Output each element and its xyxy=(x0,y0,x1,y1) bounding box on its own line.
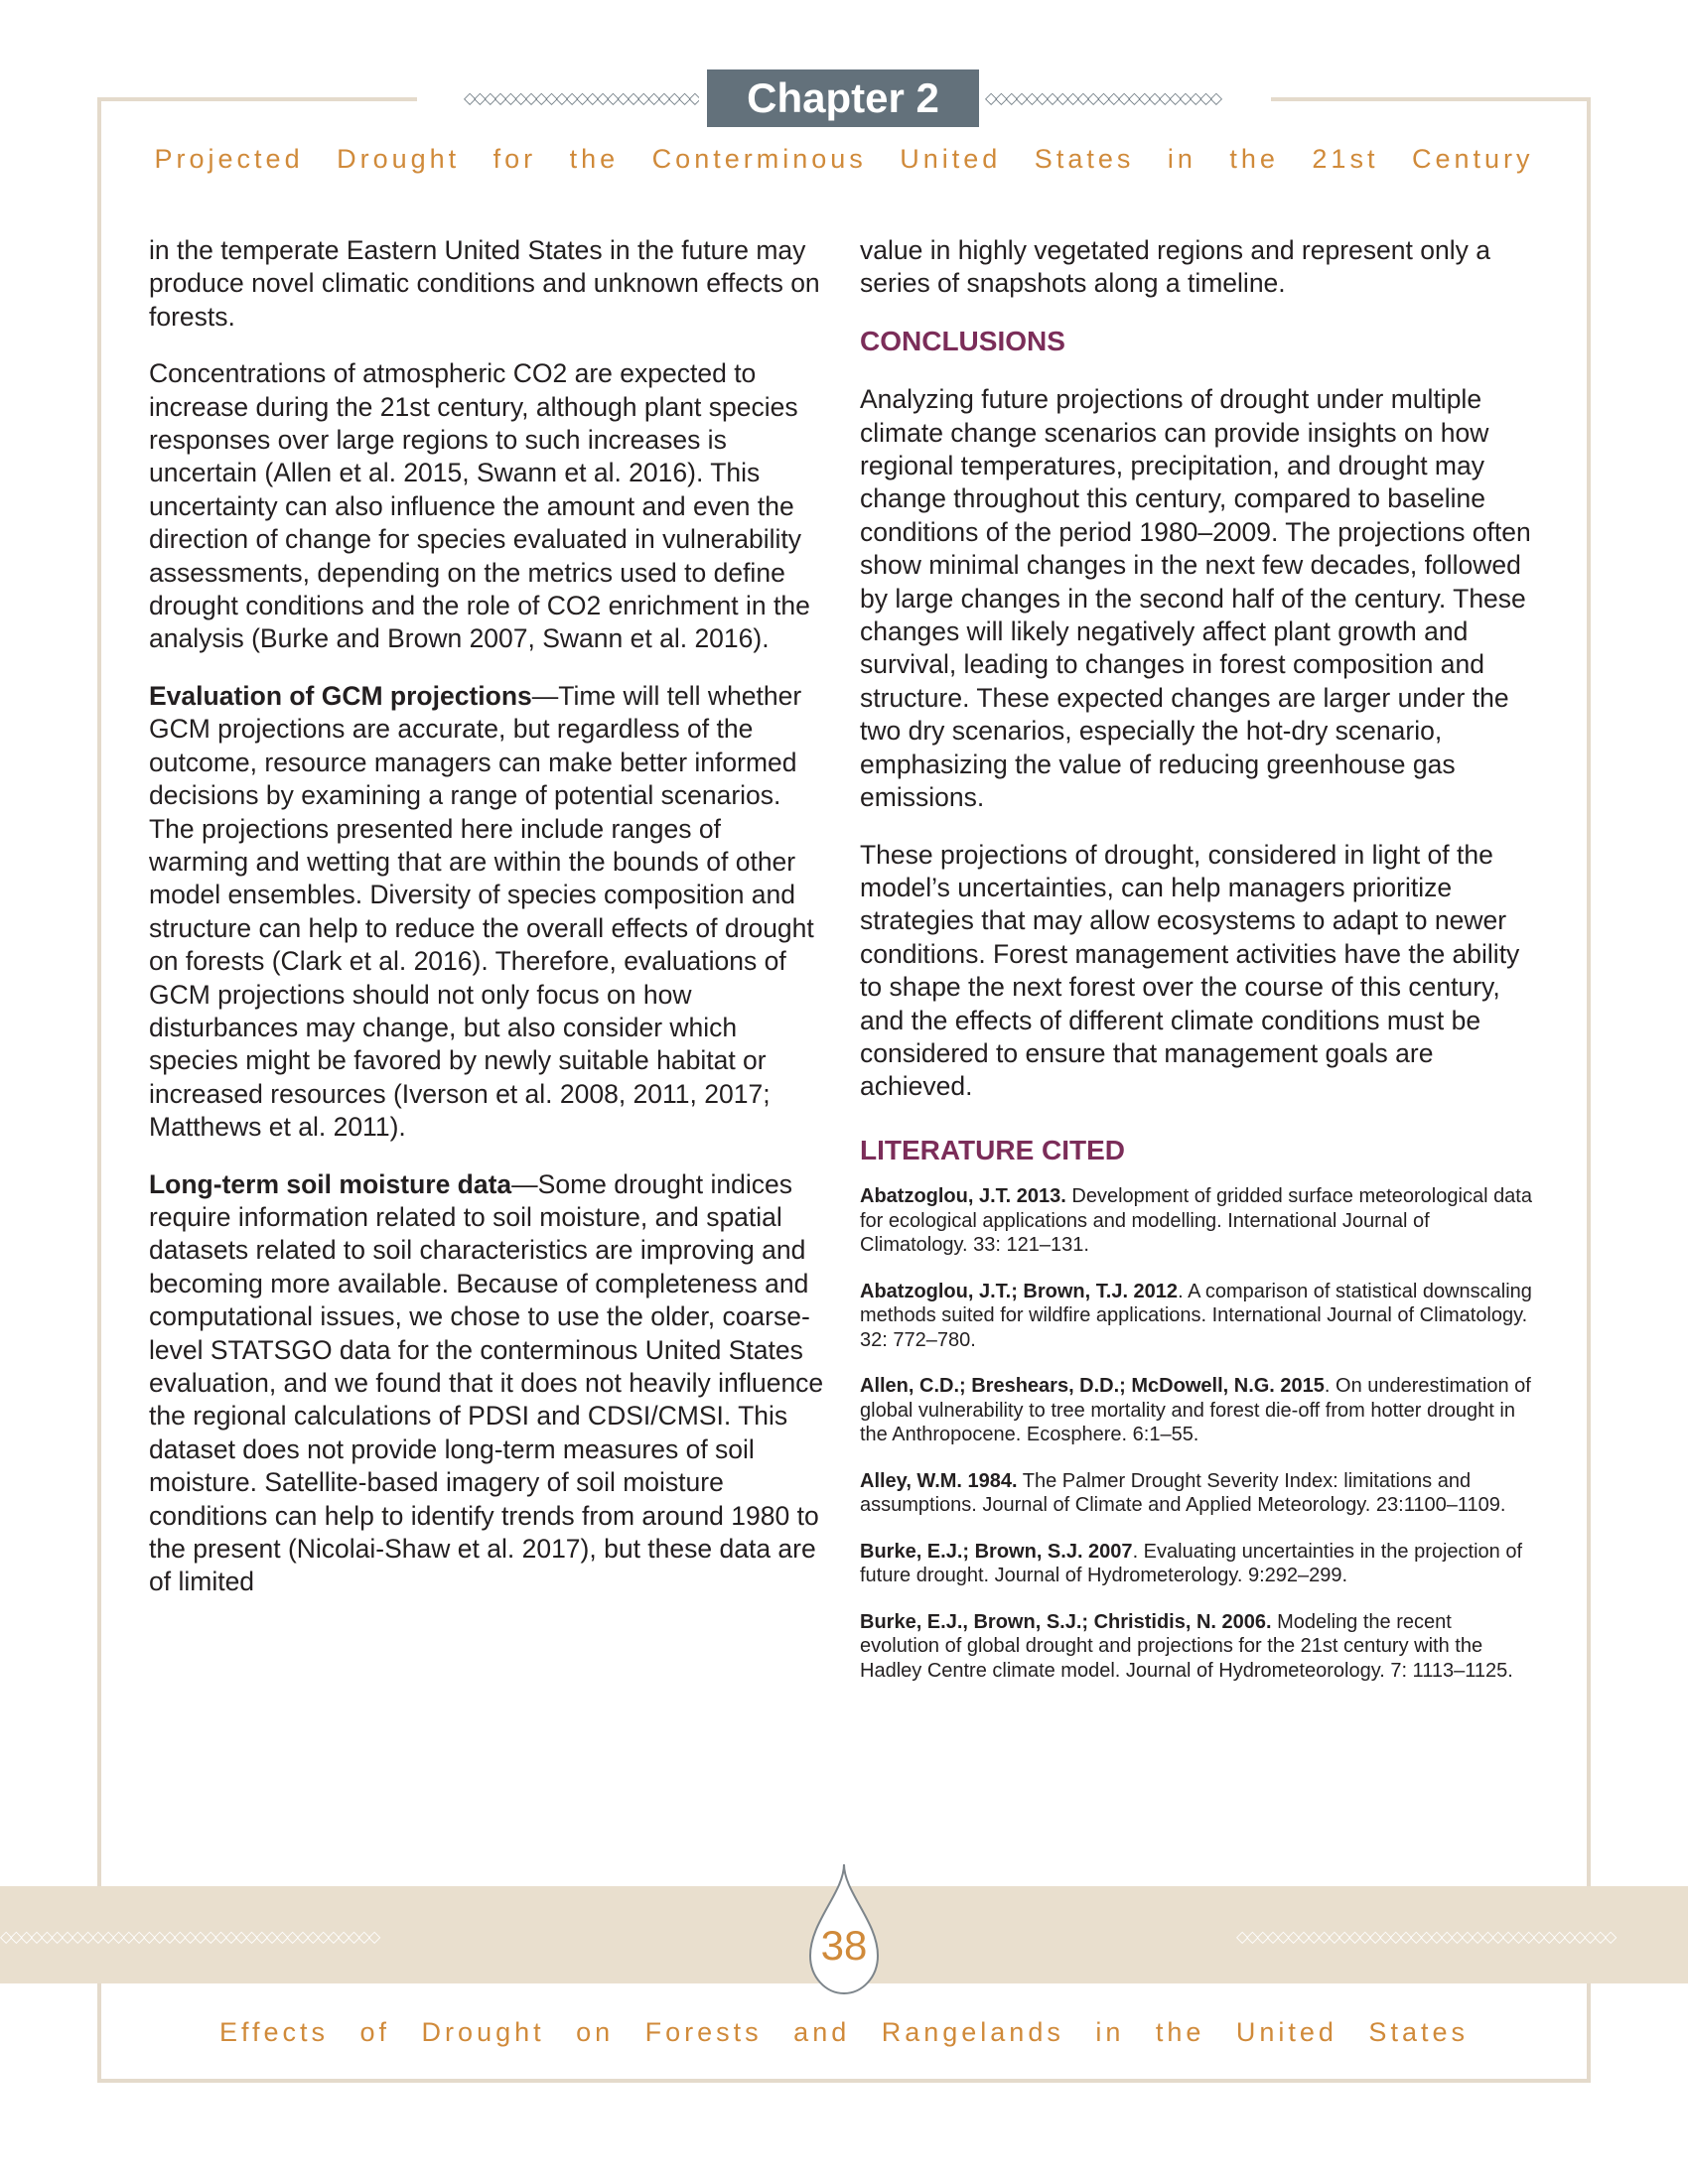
paragraph-lead: Long-term soil moisture data xyxy=(149,1168,512,1199)
literature-heading: LITERATURE CITED xyxy=(860,1134,1126,1165)
reference-text: . Evaluating uncertainties in the projection of future drought. Journal of Hydrometerology. 9:292–299. xyxy=(860,1540,1523,1587)
paragraph: These projections of drought, considered in light of the model’s uncertainties, can help managers prioritize strategies that may allow ecosystems to adapt to newer conditions. Forest management activities have the ability to shape the next forest over the course of this century, and the effects of different climate conditions must be considered to ensure that management goals are achieved. xyxy=(860,839,1520,1102)
reference-authors: Allen, C.D.; Breshears, D.D.; McDowell, N.G. 2015 xyxy=(860,1375,1325,1398)
reference-authors: Abatzoglou, J.T. 2013. xyxy=(860,1185,1066,1208)
reference-item xyxy=(860,1184,1535,1258)
paragraph: Analyzing future projections of drought under multiple climate change scenarios can provide insights on how regional temperatures, precipitation, and drought may change throughout this century, compared to baseline conditions of the period 1980–2009. The projections often show minimal changes in the next few decades, followed by large changes in the second half of the century. These changes will likely negatively affect plant growth and survival, leading to changes in forest composition and structure. These expected changes are larger under the two dry scenarios, especially the hot-dry scenario, emphasizing the value of reducing greenhouse gas emissions. xyxy=(860,384,1531,813)
reference-item xyxy=(860,1610,1535,1684)
paragraph: value in highly vegetated regions and represent only a series of snapshots along a timeline. xyxy=(860,235,1490,299)
paragraph xyxy=(149,680,824,1145)
reference-text: Modeling the recent evolution of global drought and projections for the 21st century with the Hadley Centre climate model. Journal of Hydrometeorology. 7: 1113–1125. xyxy=(860,1610,1513,1682)
paragraph-body: —Some drought indices require information related to soil moisture, and spatial datasets related to soil characteristics are improving and becoming more available. Because of completeness and computational issues, we chose to use the older, coarse-level STATSGO data for the conterminous United States evaluation, and we found that it does not heavily influence the regional calculations of PDSI and CDSI/CMSI. This dataset does not provide long-term measures of soil moisture. Satellite-based imagery of soil moisture conditions can help to identify trends from around 1980 to the present (Nicolai-Shaw et al. 2017), but these data are of limited xyxy=(149,1168,824,1597)
right-column xyxy=(860,234,1535,1705)
page-number: 38 xyxy=(820,1922,868,1969)
reference-text: The Palmer Drought Severity Index: limitations and assumptions. Journal of Climate and Applied Meteorology. 23:1100–1109. xyxy=(860,1469,1506,1517)
reference-item xyxy=(860,1280,1535,1353)
paragraph-body: —Time will tell whether GCM projections are accurate, but regardless of the outcome, resource managers can make better informed decisions by examining a range of potential scenarios. The projections presented here include ranges of warming and wetting that are within the bounds of other model ensembles. Diversity of species composition and structure can help to reduce the overall effects of drought on forests (Clark et al. 2016). Therefore, evaluations of GCM projections should not only focus on how disturbances may change, but also consider which species might be favored by newly suitable habitat or increased resources (Iverson et al. 2008, 2011, 2017; Matthews et al. 2011). xyxy=(149,680,814,1143)
reference-authors: Burke, E.J., Brown, S.J.; Christidis, N. 2006. xyxy=(860,1610,1272,1633)
reference-authors: Burke, E.J.; Brown, S.J. 2007 xyxy=(860,1540,1133,1563)
reference-item xyxy=(860,1540,1535,1588)
chapter-tab: Chapter 2 xyxy=(707,69,979,127)
reference-text: . On underestimation of global vulnerability to tree mortality and forest die-off from hotter drought in the Anthropocene. Ecosphere. 6:1–55. xyxy=(860,1375,1531,1446)
paragraph-lead: Evaluation of GCM projections xyxy=(149,680,532,711)
reference-list xyxy=(860,1184,1535,1683)
reference-authors: Alley, W.M. 1984. xyxy=(860,1469,1018,1492)
reference-text: . A comparison of statistical downscaling methods suited for wildfire applications. International Journal of Climatology. 32: 772–780. xyxy=(860,1280,1532,1351)
running-title: Projected Drought for the Conterminous United States in the 21st Century xyxy=(154,144,1534,174)
paragraph: in the temperate Eastern United States in the future may produce novel climatic conditions and unknown effects on forests. xyxy=(149,235,820,332)
reference-authors: Abatzoglou, J.T.; Brown, T.J. 2012 xyxy=(860,1280,1179,1302)
decorative-zigzag-band-left: ◇◇◇◇◇◇◇◇◇◇◇◇◇◇◇◇◇◇◇◇◇◇◇◇◇◇◇◇◇◇◇◇◇◇◇◇◇ xyxy=(0,1927,379,1946)
reference-text: Development of gridded surface meteorological data for ecological applications and modelling. International Journal of Climatology. 33: 121–131. xyxy=(860,1185,1532,1257)
paragraph: Concentrations of atmospheric CO2 are expected to increase during the 21st century, although plant species responses over large regions to such increases is uncertain (Allen et al. 2015, Swann et al. 2016). This uncertainty can also influence the amount and even the direction of change for species evaluated in vulnerability assessments, depending on the metrics used to define drought conditions and the role of CO2 enrichment in the analysis (Burke and Brown 2007, Swann et al. 2016). xyxy=(149,358,810,654)
decorative-zigzag-left: ◇◇◇◇◇◇◇◇◇◇◇◇◇◇◇◇◇◇◇◇◇◇◇ xyxy=(463,89,699,107)
reference-item xyxy=(860,1374,1535,1447)
reference-item xyxy=(860,1469,1535,1518)
left-column xyxy=(149,234,824,1623)
decorative-zigzag-right: ◇◇◇◇◇◇◇◇◇◇◇◇◇◇◇◇◇◇◇◇◇◇◇ xyxy=(985,89,1221,107)
conclusions-heading: CONCLUSIONS xyxy=(860,325,1065,356)
book-title: Effects of Drought on Forests and Rangelands in the United States xyxy=(219,2017,1469,2047)
decorative-zigzag-band-right: ◇◇◇◇◇◇◇◇◇◇◇◇◇◇◇◇◇◇◇◇◇◇◇◇◇◇◇◇◇◇◇◇◇◇◇◇◇ xyxy=(1236,1927,1616,1946)
paragraph xyxy=(149,1168,824,1599)
